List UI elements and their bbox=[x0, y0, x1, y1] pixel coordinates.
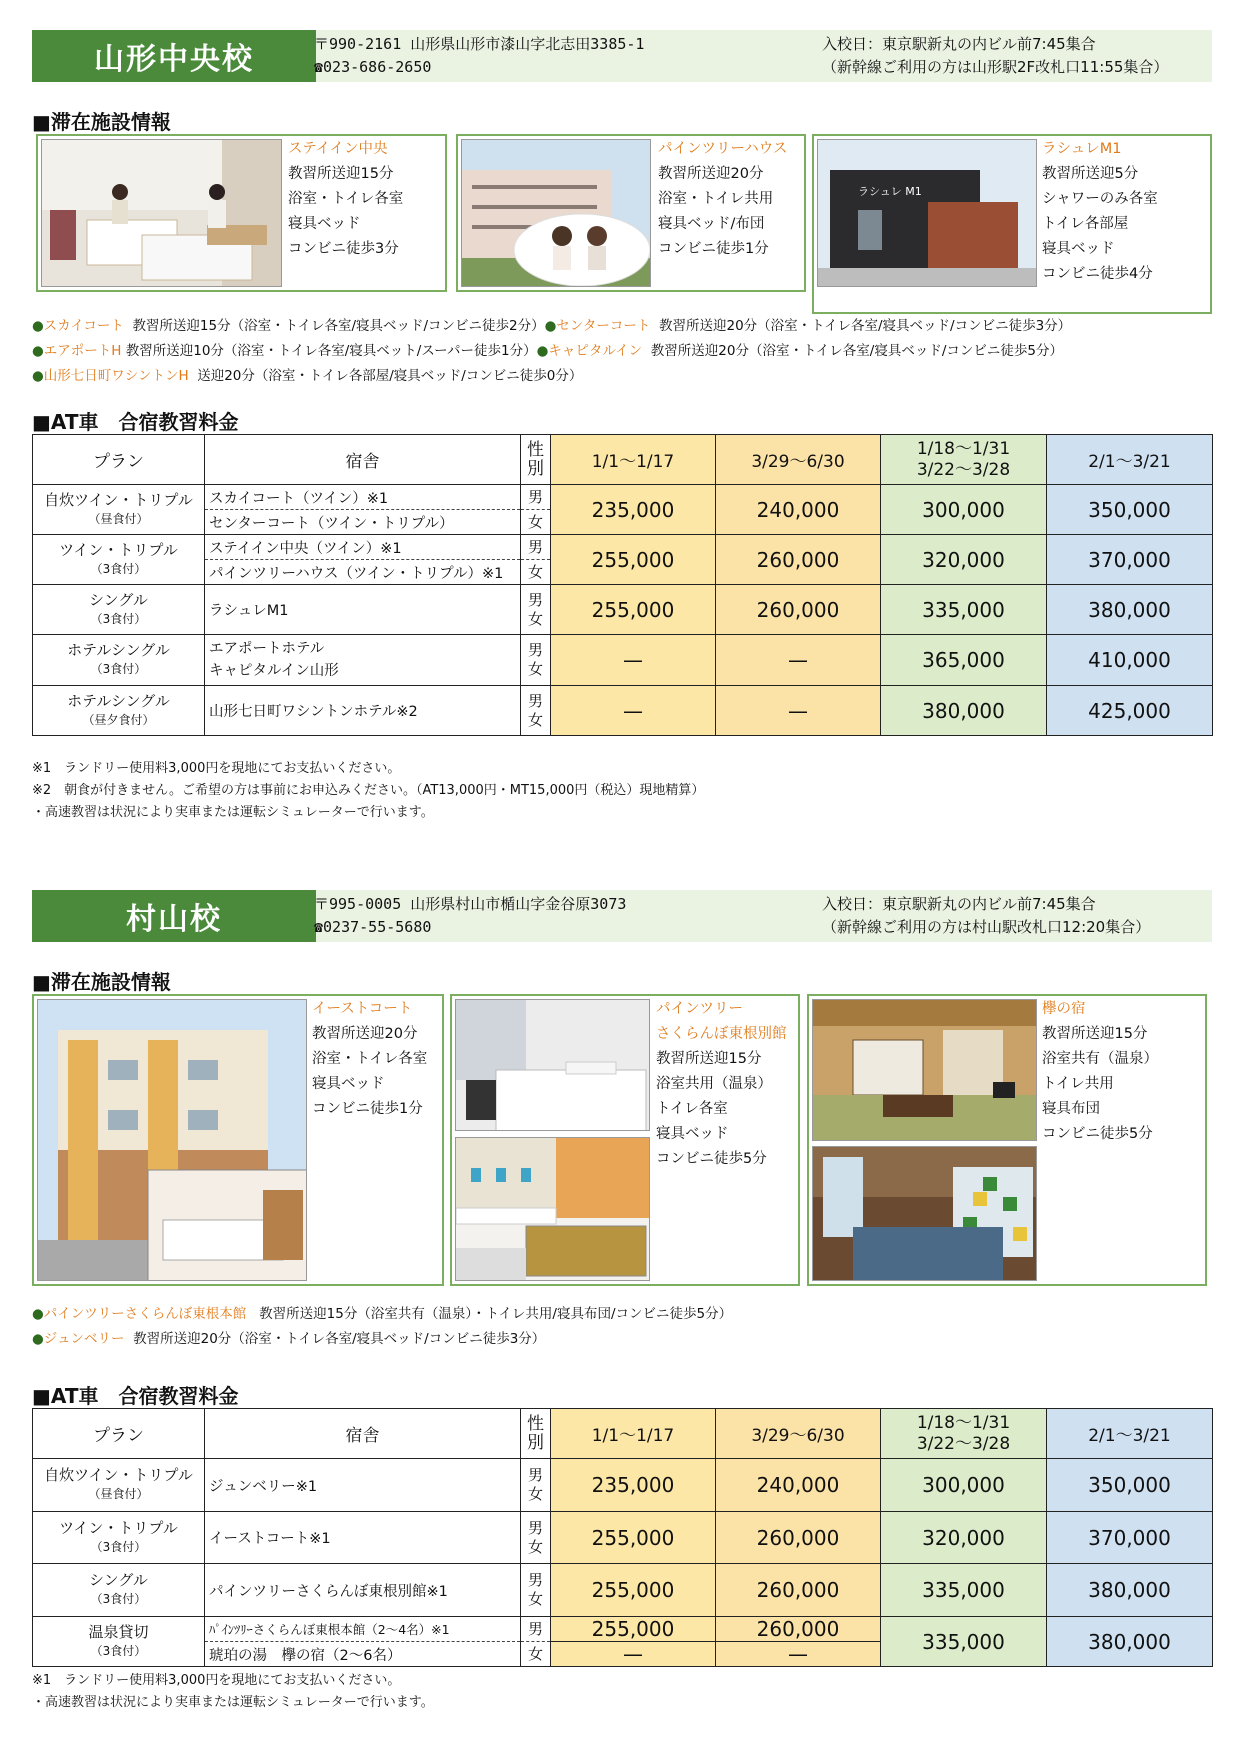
facility-detail: コンビニ徒歩5分 bbox=[1042, 1126, 1153, 1142]
facility-detail: 浴室・トイレ各室 bbox=[288, 191, 404, 207]
school-address: 〒995-0005 山形県村山市楯山字金谷原3073 bbox=[314, 895, 627, 913]
col-period: 2/1～3/21 bbox=[1047, 1409, 1213, 1459]
table-header-row bbox=[33, 1409, 1213, 1459]
note: ※1 ランドリー使用料3,000円を現地にてお支払いください。 bbox=[32, 761, 401, 776]
other-facilities bbox=[32, 314, 1071, 389]
plan-cell bbox=[33, 585, 205, 635]
sex-male: 男 bbox=[527, 641, 543, 659]
entry-line-1: 入校日：東京駅新丸の内ビル前7:45集合 bbox=[822, 895, 1096, 913]
price-cell: 380,000 bbox=[1047, 1617, 1213, 1667]
facility-detail: コンビニ徒歩3分 bbox=[288, 241, 399, 257]
facility-photo bbox=[812, 1146, 1037, 1281]
col-period: 2/1～3/21 bbox=[1047, 435, 1213, 485]
price-cell: 255,000 bbox=[551, 1564, 716, 1617]
school-contact bbox=[314, 33, 644, 79]
plan-name: ホテルシングル bbox=[67, 691, 170, 710]
price-cell: 320,000 bbox=[881, 1512, 1047, 1564]
lodging-cell: パインツリーさくらんぼ東根別館※1 bbox=[205, 1564, 521, 1617]
facility-detail: 教習所送迎15分 bbox=[1042, 1026, 1148, 1042]
facility-detail: コンビニ徒歩4分 bbox=[1042, 266, 1153, 282]
other-facility-row: ●エアポートH 教習所送迎10分（浴室・トイレ各室/寝具ベット/スーパー徒歩1分）●キャピタルイン 教習所送迎20分（浴室・トイレ各室/寝具ベッド/コンビニ徒歩5分） bbox=[32, 343, 1063, 359]
facility-heading: ■滞在施設情報 bbox=[32, 110, 171, 134]
other-facility-name: パインツリーさくらんぼ東根本館 bbox=[43, 1306, 247, 1322]
price-cell: 235,000 bbox=[551, 1459, 716, 1512]
lodging-cell: ジュンベリー※1 bbox=[205, 1459, 521, 1512]
sex-cell: 女 bbox=[521, 1642, 551, 1667]
sex-cell: 女 bbox=[521, 560, 551, 585]
other-facility-row: ●ジュンベリー 教習所送迎20分（浴室・トイレ各室/寝具ベッド/コンビニ徒歩3分） bbox=[32, 1331, 546, 1347]
entry-info bbox=[822, 893, 1150, 939]
col-period: 3/29～6/30 bbox=[716, 435, 881, 485]
price-cell: 380,000 bbox=[1047, 1564, 1213, 1617]
other-facility-desc: 教習所送迎20分（浴室・トイレ各室/寝具ベッド/コンビニ徒歩3分） bbox=[658, 318, 1072, 334]
other-facility-desc: 教習所送迎15分（浴室・トイレ各室/寝具ベッド/コンビニ徒歩2分） bbox=[132, 318, 545, 334]
facility-photo bbox=[37, 999, 307, 1281]
plan-meal: （3食付） bbox=[90, 561, 147, 576]
facility-detail: 浴室共有（温泉） bbox=[1042, 1051, 1158, 1067]
lodging-cell: ラシュレM1 bbox=[205, 585, 521, 635]
plan-cell bbox=[33, 1617, 205, 1667]
table-row bbox=[33, 1459, 1213, 1512]
table-row bbox=[33, 686, 1213, 736]
school-address: 〒990-2161 山形県山形市漆山字北志田3385-1 bbox=[314, 35, 645, 53]
facility-detail: コンビニ徒歩1分 bbox=[658, 241, 769, 257]
price-cell: 255,000 bbox=[551, 535, 716, 585]
price-cell: — bbox=[551, 686, 716, 736]
facility-name: ステイイン中央 bbox=[288, 141, 388, 157]
school-contact bbox=[314, 893, 626, 939]
price-cell: — bbox=[551, 1642, 716, 1667]
sex-cell bbox=[521, 686, 551, 736]
price-cell: 300,000 bbox=[881, 485, 1047, 535]
price-cell: 335,000 bbox=[881, 1564, 1047, 1617]
sex-female: 女 bbox=[527, 1590, 543, 1608]
facility-detail: 寝具ベッド bbox=[312, 1076, 385, 1092]
entry-line-2: （新幹線ご利用の方は山形駅2F改札口11:55集合） bbox=[822, 58, 1169, 76]
col-sex: 性別 bbox=[521, 435, 551, 485]
sex-female: 女 bbox=[527, 710, 543, 729]
plan-cell bbox=[33, 1512, 205, 1564]
plan-name: 自炊ツイン・トリプル bbox=[44, 490, 193, 509]
sex-cell bbox=[521, 585, 551, 635]
fee-heading: ■AT車 合宿教習料金 bbox=[32, 1384, 239, 1408]
sex-female: 女 bbox=[527, 609, 543, 628]
price-cell: 410,000 bbox=[1047, 635, 1213, 686]
table-row bbox=[33, 1564, 1213, 1617]
plan-cell bbox=[33, 1459, 205, 1512]
table-row bbox=[33, 535, 1213, 560]
price-cell: 260,000 bbox=[716, 585, 881, 635]
facility-photo bbox=[455, 999, 650, 1131]
sex-male: 男 bbox=[527, 1466, 543, 1484]
col-lodging: 宿舎 bbox=[205, 435, 521, 485]
price-cell: 335,000 bbox=[881, 1617, 1047, 1667]
sex-cell: 男 bbox=[521, 1617, 551, 1642]
sex-male: 男 bbox=[527, 1518, 543, 1537]
lodging-cell: パインツリーハウス（ツイン・トリプル）※1 bbox=[205, 560, 521, 585]
col-plan: プラン bbox=[33, 1409, 205, 1459]
plan-name: シングル bbox=[89, 590, 148, 609]
note: ※1 ランドリー使用料3,000円を現地にてお支払いください。 bbox=[32, 1673, 401, 1688]
facility-photo bbox=[41, 139, 282, 287]
col-period bbox=[881, 1409, 1047, 1459]
sex-cell bbox=[521, 1459, 551, 1512]
facility-name: パインツリーハウス bbox=[658, 141, 788, 157]
plan-cell bbox=[33, 635, 205, 686]
plan-meal: （昼食付） bbox=[88, 1487, 149, 1501]
facility-detail: 寝具布団 bbox=[1042, 1101, 1100, 1117]
price-cell: — bbox=[716, 635, 881, 686]
sex-female: 女 bbox=[527, 660, 543, 678]
sex-cell bbox=[521, 1564, 551, 1617]
sex-female: 女 bbox=[527, 1537, 543, 1556]
other-facilities bbox=[32, 1302, 732, 1352]
other-facility-name: エアポートH bbox=[43, 343, 122, 359]
facility-info bbox=[312, 997, 427, 1122]
price-cell: 370,000 bbox=[1047, 535, 1213, 585]
fee-table bbox=[32, 1408, 1213, 1667]
notes bbox=[32, 758, 704, 824]
facility-detail: 浴室共用（温泉） bbox=[656, 1076, 772, 1092]
other-facility-desc: 教習所送迎15分（浴室共有（温泉）・トイレ共用/寝具布団/コンビニ徒歩5分） bbox=[259, 1306, 733, 1322]
school-tel: ☎0237-55-5680 bbox=[314, 918, 432, 936]
col-lodging: 宿舎 bbox=[205, 1409, 521, 1459]
price-cell: 350,000 bbox=[1047, 1459, 1213, 1512]
note: ・高速教習は状況により実車または運転シミュレーターで行います。 bbox=[32, 805, 434, 820]
sex-cell: 女 bbox=[521, 510, 551, 535]
plan-meal: （3食付） bbox=[90, 1592, 147, 1606]
facility-name: ラシュレM1 bbox=[1042, 141, 1122, 157]
table-row bbox=[33, 1617, 1213, 1642]
plan-cell bbox=[33, 485, 205, 535]
facility-detail: トイレ各部屋 bbox=[1042, 216, 1129, 232]
facility-detail: 浴室・トイレ共用 bbox=[658, 191, 774, 207]
facility-photo bbox=[812, 999, 1037, 1141]
lodging-cell: ステイイン中央（ツイン）※1 bbox=[205, 535, 521, 560]
lodging-cell: スカイコート（ツイン）※1 bbox=[205, 485, 521, 510]
building-sign: ラシュレ M1 bbox=[858, 185, 922, 198]
facility-info bbox=[288, 137, 403, 262]
price-cell: 260,000 bbox=[716, 1564, 881, 1617]
price-cell: 350,000 bbox=[1047, 485, 1213, 535]
lodging-cell bbox=[205, 635, 521, 686]
facility-card bbox=[36, 134, 447, 292]
facility-name: パインツリー bbox=[656, 1001, 743, 1017]
price-cell: 320,000 bbox=[881, 535, 1047, 585]
facility-photo bbox=[461, 139, 651, 287]
price-cell: 255,000 bbox=[551, 1512, 716, 1564]
other-facility-name: スカイコート bbox=[43, 318, 124, 334]
note: ※2 朝食が付きません。ご希望の方は事前にお申込みください。（AT13,000円・MT15,000円（税込）現地精算） bbox=[32, 783, 705, 798]
period-a: 1/18～1/31 bbox=[916, 1412, 1011, 1433]
fee-table bbox=[32, 434, 1213, 736]
facility-detail: コンビニ徒歩5分 bbox=[656, 1151, 767, 1167]
sex-male: 男 bbox=[527, 1571, 543, 1589]
plan-name: ツイン・トリプル bbox=[59, 540, 178, 559]
school-name: 村山校 bbox=[32, 890, 316, 942]
note: ・高速教習は状況により実車または運転シミュレーターで行います。 bbox=[32, 1695, 434, 1710]
price-cell: 260,000 bbox=[716, 535, 881, 585]
facility-info bbox=[1042, 997, 1158, 1147]
col-sex: 性別 bbox=[521, 1409, 551, 1459]
facility-info bbox=[656, 997, 787, 1172]
entry-info bbox=[822, 33, 1168, 79]
sex-cell: 男 bbox=[521, 535, 551, 560]
plan-cell bbox=[33, 535, 205, 585]
sex-male: 男 bbox=[527, 691, 543, 710]
facility-photo bbox=[455, 1137, 650, 1281]
lodging-name: エアポートホテル bbox=[209, 641, 325, 657]
price-cell: — bbox=[551, 635, 716, 686]
facility-name-2: さくらんぼ東根別館 bbox=[656, 1026, 787, 1042]
other-facility-name: キャピタルイン bbox=[548, 343, 643, 359]
sex-cell bbox=[521, 1512, 551, 1564]
facility-card bbox=[450, 994, 800, 1286]
facility-info bbox=[1042, 137, 1158, 287]
plan-cell bbox=[33, 686, 205, 736]
other-facility-row: ●スカイコート 教習所送迎15分（浴室・トイレ各室/寝具ベッド/コンビニ徒歩2分）●センターコート 教習所送迎20分（浴室・トイレ各室/寝具ベッド/コンビニ徒歩3分） bbox=[32, 318, 1072, 334]
facility-detail: 教習所送迎15分 bbox=[288, 166, 394, 182]
school-tel: ☎023-686-2650 bbox=[314, 58, 432, 76]
price-cell: 300,000 bbox=[881, 1459, 1047, 1512]
entry-line-1: 入校日：東京駅新丸の内ビル前7:45集合 bbox=[822, 35, 1096, 53]
col-period: 1/1～1/17 bbox=[551, 435, 716, 485]
facility-detail: 寝具ベッド bbox=[288, 216, 361, 232]
facility-name: イーストコート bbox=[312, 1001, 413, 1017]
lodging-cell: 山形七日町ワシントンホテル※2 bbox=[205, 686, 521, 736]
plan-name: ツイン・トリプル bbox=[59, 1518, 178, 1537]
facility-card bbox=[812, 134, 1212, 314]
plan-meal: （昼夕食付） bbox=[82, 712, 155, 727]
fee-heading: ■AT車 合宿教習料金 bbox=[32, 410, 239, 434]
facility-name: 欅の宿 bbox=[1042, 1001, 1086, 1017]
price-cell: 240,000 bbox=[716, 485, 881, 535]
facility-heading: ■滞在施設情報 bbox=[32, 970, 171, 994]
facility-detail: 教習所送迎20分 bbox=[312, 1026, 418, 1042]
facility-detail: 寝具ベッド bbox=[1042, 241, 1115, 257]
facility-card bbox=[807, 994, 1207, 1286]
notes bbox=[32, 1670, 434, 1714]
sex-cell bbox=[521, 635, 551, 686]
facility-detail: トイレ各室 bbox=[656, 1101, 728, 1117]
facility-info bbox=[658, 137, 787, 262]
facility-photo bbox=[817, 139, 1037, 287]
facility-detail: 教習所送迎15分 bbox=[656, 1051, 762, 1067]
facility-detail: 寝具ベッド/布団 bbox=[658, 216, 765, 232]
lodging-cell: 琥珀の湯 欅の宿（2～6名） bbox=[205, 1642, 521, 1667]
price-cell: 255,000 bbox=[551, 585, 716, 635]
plan-meal: （3食付） bbox=[90, 662, 147, 676]
price-cell: 380,000 bbox=[1047, 585, 1213, 635]
price-cell: 255,000 bbox=[551, 1617, 716, 1642]
facility-detail: 浴室・トイレ各室 bbox=[312, 1051, 428, 1067]
price-cell: 240,000 bbox=[716, 1459, 881, 1512]
lodging-name: キャピタルイン山形 bbox=[209, 663, 339, 679]
other-facility-desc: 送迎20分（浴室・トイレ各部屋/寝具ベッド/コンビニ徒歩0分） bbox=[197, 368, 583, 384]
price-cell: 260,000 bbox=[716, 1617, 881, 1642]
school-header bbox=[32, 890, 1212, 942]
other-facility-name: 山形七日町ワシントンH bbox=[43, 368, 189, 384]
table-row bbox=[33, 635, 1213, 686]
price-cell: 235,000 bbox=[551, 485, 716, 535]
other-facility-desc: 教習所送迎20分（浴室・トイレ各室/寝具ベッド/コンビニ徒歩3分） bbox=[133, 1331, 546, 1347]
entry-line-2: （新幹線ご利用の方は村山駅改札口12:20集合） bbox=[822, 918, 1151, 936]
facility-card bbox=[456, 134, 806, 292]
lodging-cell: イーストコート※1 bbox=[205, 1512, 521, 1564]
plan-name: シングル bbox=[89, 1571, 148, 1589]
facility-detail: シャワーのみ各室 bbox=[1042, 191, 1158, 207]
school-header bbox=[32, 30, 1212, 82]
other-facility-desc: 教習所送迎10分（浴室・トイレ各室/寝具ベット/スーパー徒歩1分） bbox=[125, 343, 537, 359]
lodging-cell: ﾊﾟｲﾝﾂﾘｰさくらんぼ東根本館（2～4名）※1 bbox=[205, 1617, 521, 1642]
plan-meal: （3食付） bbox=[90, 1643, 147, 1658]
plan-name: ホテルシングル bbox=[67, 641, 170, 659]
table-row bbox=[33, 485, 1213, 510]
plan-meal: （3食付） bbox=[90, 611, 147, 626]
sex-female: 女 bbox=[527, 1485, 543, 1503]
facility-detail: トイレ共用 bbox=[1042, 1076, 1114, 1092]
other-facility-name: センターコート bbox=[556, 318, 651, 334]
table-row bbox=[33, 1512, 1213, 1564]
sex-male: 男 bbox=[527, 590, 543, 609]
lodging-cell: センターコート（ツイン・トリプル） bbox=[205, 510, 521, 535]
plan-name: 自炊ツイン・トリプル bbox=[44, 1466, 193, 1484]
period-b: 3/22～3/28 bbox=[916, 459, 1011, 480]
col-period: 3/29～6/30 bbox=[716, 1409, 881, 1459]
plan-name: 温泉貸切 bbox=[88, 1622, 149, 1641]
price-cell: 425,000 bbox=[1047, 686, 1213, 736]
table-header-row bbox=[33, 435, 1213, 485]
price-cell: 335,000 bbox=[881, 585, 1047, 635]
plan-meal: （3食付） bbox=[90, 1539, 147, 1554]
price-cell: 380,000 bbox=[881, 686, 1047, 736]
facility-detail: 寝具ベッド bbox=[656, 1126, 729, 1142]
price-cell: — bbox=[716, 1642, 881, 1667]
facility-detail: コンビニ徒歩1分 bbox=[312, 1101, 423, 1117]
other-facility-row: ●パインツリーさくらんぼ東根本館 教習所送迎15分（浴室共有（温泉）・トイレ共用/寝具布団/コンビニ徒歩5分） bbox=[32, 1306, 733, 1322]
plan-meal: （昼食付） bbox=[88, 511, 149, 526]
price-cell: 365,000 bbox=[881, 635, 1047, 686]
facility-card bbox=[32, 994, 444, 1286]
table-row bbox=[33, 585, 1213, 635]
col-period: 1/1～1/17 bbox=[551, 1409, 716, 1459]
facility-detail: 教習所送迎5分 bbox=[1042, 166, 1139, 182]
period-b: 3/22～3/28 bbox=[916, 1433, 1011, 1454]
price-cell: 260,000 bbox=[716, 1512, 881, 1564]
school-name: 山形中央校 bbox=[32, 30, 316, 82]
sex-cell: 男 bbox=[521, 485, 551, 510]
other-facility-name: ジュンベリー bbox=[43, 1331, 125, 1347]
plan-cell bbox=[33, 1564, 205, 1617]
other-facility-desc: 教習所送迎20分（浴室・トイレ各室/寝具ベッド/コンビニ徒歩5分） bbox=[650, 343, 1063, 359]
col-plan: プラン bbox=[33, 435, 205, 485]
period-a: 1/18～1/31 bbox=[916, 438, 1011, 459]
price-cell: 370,000 bbox=[1047, 1512, 1213, 1564]
price-cell: — bbox=[716, 686, 881, 736]
other-facility-row: ●山形七日町ワシントンH 送迎20分（浴室・トイレ各部屋/寝具ベッド/コンビニ徒歩0分） bbox=[32, 368, 583, 384]
col-period bbox=[881, 435, 1047, 485]
facility-detail: 教習所送迎20分 bbox=[658, 166, 764, 182]
